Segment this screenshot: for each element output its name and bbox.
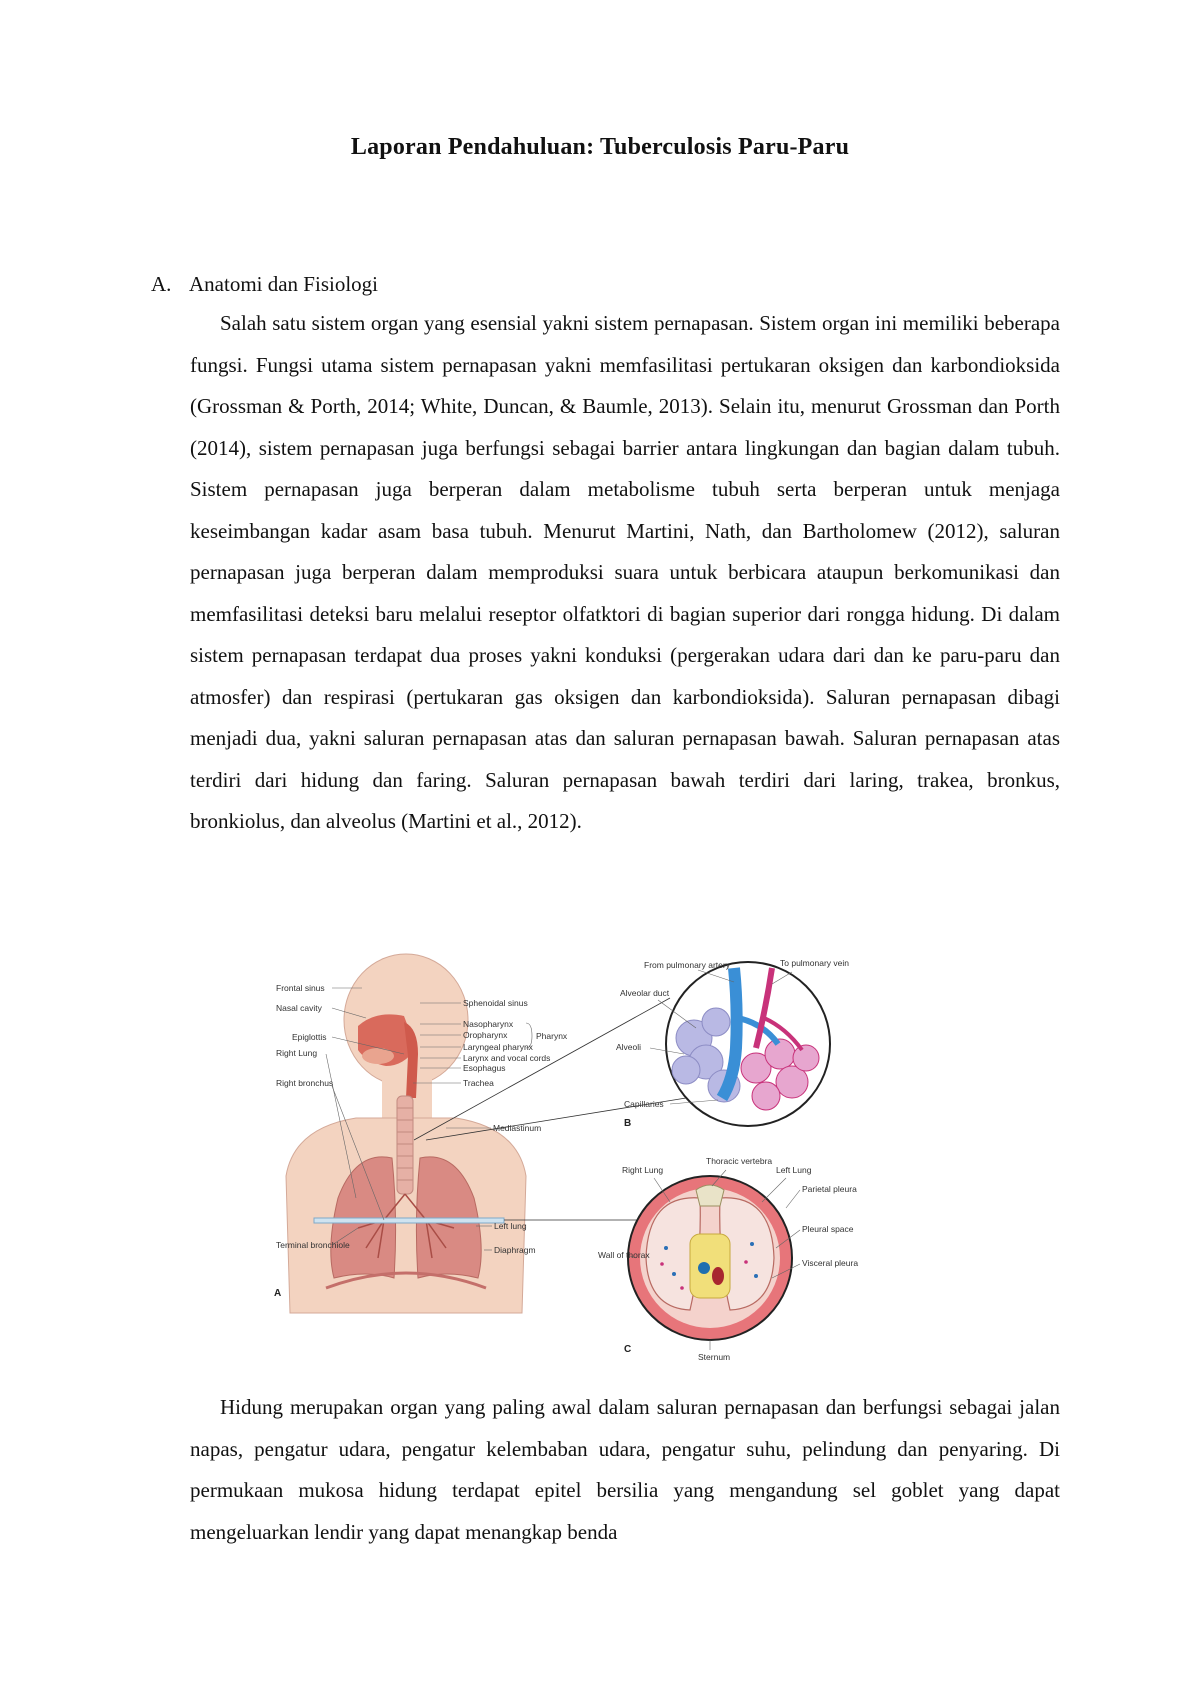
label-c-sternum: Sternum — [698, 1352, 731, 1362]
label-alveolar-duct: Alveolar duct — [620, 988, 670, 998]
label-c-parietal-pleura: Parietal pleura — [802, 1184, 857, 1194]
respiratory-anatomy-illustration — [274, 958, 902, 1376]
label-terminal-bronchiole: Terminal bronchiole — [276, 1240, 350, 1250]
panel-c-letter: C — [624, 1344, 632, 1355]
label-sphenoidal-sinus: Sphenoidal sinus — [463, 998, 528, 1008]
label-epiglottis: Epiglottis — [292, 1032, 327, 1042]
label-mediastinum: Mediastinum — [493, 1123, 542, 1133]
label-esophagus: Esophagus — [463, 1063, 506, 1073]
label-c-left-lung: Left Lung — [776, 1165, 812, 1175]
label-from-pulmonary-artery: From pulmonary artery — [644, 960, 730, 970]
section-heading — [151, 272, 378, 297]
label-laryngeal-pharynx: Laryngeal pharynx — [463, 1042, 533, 1052]
label-nasal-cavity: Nasal cavity — [276, 1003, 322, 1013]
document-title: Laporan Pendahuluan: Tuberculosis Paru-Paru — [350, 134, 850, 160]
label-c-pleural-space: Pleural space — [802, 1224, 854, 1234]
label-c-visceral-pleura: Visceral pleura — [802, 1258, 859, 1268]
label-right-lung: Right Lung — [276, 1048, 318, 1058]
body-paragraph-2: Hidung merupakan organ yang paling awal dalam saluran pernapasan dan berfungsi sebagai jalan napas, pengatur udara, pengatur kelembaban udara, pengatur suhu, pelindung dan penyaring. Di permukaan mukosa hidung terdapat epitel bersilia yang mengandung sel goblet yang dapat mengeluarkan lendir yang dapat menangkap benda — [190, 1395, 1060, 1544]
section-heading-text: Anatomi dan Fisiologi — [189, 272, 378, 296]
label-c-thoracic-vertebra: Thoracic vertebra — [706, 1156, 773, 1166]
label-alveoli: Alveoli — [616, 1042, 642, 1052]
label-c-wall-of-thorax: Wall of thorax — [598, 1250, 650, 1260]
panel-b-letter: B — [624, 1118, 632, 1129]
label-trachea: Trachea — [463, 1078, 494, 1088]
label-c-right-lung: Right Lung — [622, 1165, 664, 1175]
panel-c-illustration — [628, 1176, 792, 1340]
body-paragraph-1: Salah satu sistem organ yang esensial yakni sistem pernapasan. Sistem organ ini memiliki beberapa fungsi. Fungsi utama sistem pernapasan yakni memfasilitasi pertukaran oksigen dan karbondioksida (Grossman & Porth, 2014; White, Duncan, & Baumle, 2013). Selain itu, menurut Grossman dan Porth (2014), sistem pernapasan juga berfungsi sebagai barrier antara lingkungan dan bagian dalam tubuh. Sistem pernapasan juga berperan dalam metabolisme tubuh serta berperan untuk menjaga keseimbangan kadar asam basa tubuh. Menurut Martini, Nath, dan Bartholomew (2012), saluran pernapasan juga berperan dalam memproduksi suara untuk berbicara ataupun berkomunikasi dan memfasilitasi deteksi baru melalui reseptor olfatktori di bagian superior dari rongga hidung. Di dalam sistem pernapasan terdapat dua proses yakni konduksi (pergerakan udara dari dan ke paru-paru dan atmosfer) dan respirasi (pertukaran gas oksigen dan karbondioksida). Saluran pernapasan dibagi menjadi dua, yakni saluran pernapasan atas dan saluran pernapasan bawah. Saluran pernapasan atas terdiri dari hidung dan faring. Saluran pernapasan bawah terdiri dari laring, trakea, bronkus, bronkiolus, dan alveolus (Martini et al., 2012). — [190, 311, 1060, 833]
label-diaphragm: Diaphragm — [494, 1245, 536, 1255]
label-oropharynx: Oropharynx — [463, 1030, 508, 1040]
label-to-pulmonary-vein: To pulmonary vein — [780, 958, 849, 968]
label-right-bronchus: Right bronchus — [276, 1078, 334, 1088]
section-label: A. — [151, 272, 172, 296]
label-left-lung: Left lung — [494, 1221, 527, 1231]
label-frontal-sinus: Frontal sinus — [276, 983, 325, 993]
respiratory-anatomy-figure — [274, 958, 902, 1376]
label-nasopharynx: Nasopharynx — [463, 1019, 514, 1029]
panel-a-letter: A — [274, 1288, 282, 1299]
panel-b-illustration — [666, 962, 830, 1126]
label-larynx-vocal-cords: Larynx and vocal cords — [463, 1053, 551, 1063]
label-pharynx-bracket: Pharynx — [536, 1031, 568, 1041]
label-capillaries: Capillaries — [624, 1099, 664, 1109]
